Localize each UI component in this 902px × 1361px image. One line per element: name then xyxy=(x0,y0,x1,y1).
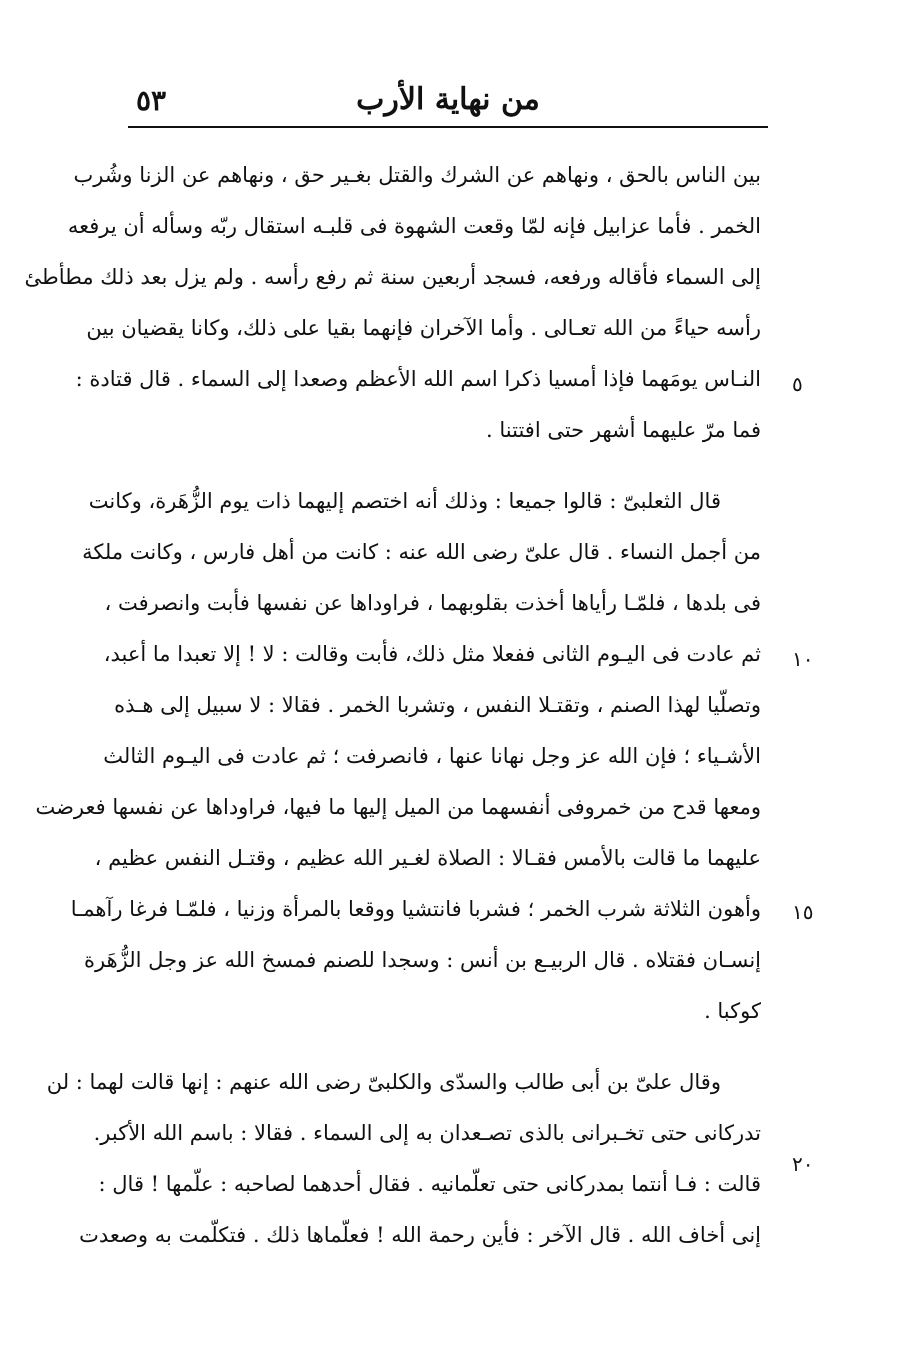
line-number-5: ٥ xyxy=(792,372,803,396)
text-line: الأشـياء ؛ فإن الله عز وجل نهانا عنها ، فانصرفت ؛ ثم عادت فى اليـوم الثالث xyxy=(103,744,761,768)
paragraph-3 xyxy=(46,1057,761,1261)
text-line: كوكبا . xyxy=(704,999,761,1023)
text-line: فما مرّ عليهما أشهر حتى افتتنا . xyxy=(486,418,761,442)
text-line: ثم عادت فى اليـوم الثانى ففعلا مثل ذلك، فأبت وقالت : لا ! إلا تعبدا ما أعبد، xyxy=(103,642,761,666)
header-rule xyxy=(128,126,768,128)
text-line: من أجمل النساء . قال علىّ رضى الله عنه : كانت من أهل فارس ، وكانت ملكة xyxy=(82,540,761,564)
text-line: بين الناس بالحق ، ونهاهم عن الشرك والقتل بغـير حق ، ونهاهم عن الزنا وشُرب xyxy=(73,163,761,187)
text-line: النـاس يومَهما فإذا أمسيا ذكرا اسم الله الأعظم وصعدا إلى السماء . قال قتادة : xyxy=(75,367,761,391)
page-number: ٥٣ xyxy=(136,84,167,117)
line-number-20: ٢٠ xyxy=(792,1152,814,1176)
text-line: عليهما ما قالت بالأمس فقـالا : الصلاة لغـير الله عظيم ، وقتـل النفس عظيم ، xyxy=(94,846,761,870)
text-line: وقال علىّ بن أبى طالب والسدّى والكلبىّ رضى الله عنهم : إنها قالت لهما : لن xyxy=(46,1070,721,1094)
text-line: قال الثعلبىّ : قالوا جميعا : وذلك أنه اختصم إليهما ذات يوم الزُّهَرة، وكانت xyxy=(88,489,721,513)
text-line: وتصلّيا لهذا الصنم ، وتقتـلا النفس ، وتشربا الخمر . فقالا : لا سبيل إلى هـذه xyxy=(114,693,761,717)
text-line: وأهون الثلاثة شرب الخمر ؛ فشربا فانتشيا ووقعا بالمرأة وزنيا ، فلمّـا فرغا رآهمـا xyxy=(70,897,761,921)
text-line: تدركانى حتى تخـبرانى بالذى تصـعدان به إلى السماء . فقالا : باسم الله الأكبر. xyxy=(93,1121,761,1145)
page-header xyxy=(128,72,768,128)
text-line: إلى السماء فأقاله ورفعه، فسجد أربعين سنة ثم رفع رأسه . ولم يزل بعد ذلك مطأطئ xyxy=(24,265,761,289)
text-line: رأسه حياءً من الله تعـالى . وأما الآخران فإنهما بقيا على ذلك، وكانا يقضيان بين xyxy=(86,316,761,340)
text-line: إنى أخاف الله . قال الآخر : فأين رحمة الله ! فعلّماها ذلك . فتكلّمت به وصعدت xyxy=(79,1223,761,1247)
paragraph-1 xyxy=(24,150,761,456)
text-line: فى بلدها ، فلمّـا رأياها أخذت بقلوبهما ، فراوداها عن نفسها فأبت وانصرفت ، xyxy=(104,591,761,615)
line-number-10: ١٠ xyxy=(792,647,814,671)
text-line: إنسـان فقتلاه . قال الربيـع بن أنس : وسجدا للصنم فمسخ الله عز وجل الزُّهَرة xyxy=(84,948,761,972)
line-number-15: ١٥ xyxy=(792,900,814,924)
text-line: الخمر . فأما عزابيل فإنه لمّا وقعت الشهوة فى قلبـه استقال ربّه وسأله أن يرفعه xyxy=(67,214,761,238)
text-line: ومعها قدح من خمروفى أنفسهما من الميل إليها ما فيها، فراوداها عن نفسها فعرضت xyxy=(35,795,761,819)
body-text xyxy=(24,150,761,1261)
text-line: قالت : فـا أنتما بمدركانى حتى تعلّمانيه . فقال أحدهما لصاحبه : علّمها ! قال : xyxy=(98,1172,761,1196)
paragraph-gap xyxy=(135,456,761,476)
running-title: من نهاية الأرب xyxy=(356,82,540,117)
paragraph-gap xyxy=(135,1037,761,1057)
paragraph-2 xyxy=(35,476,761,1037)
